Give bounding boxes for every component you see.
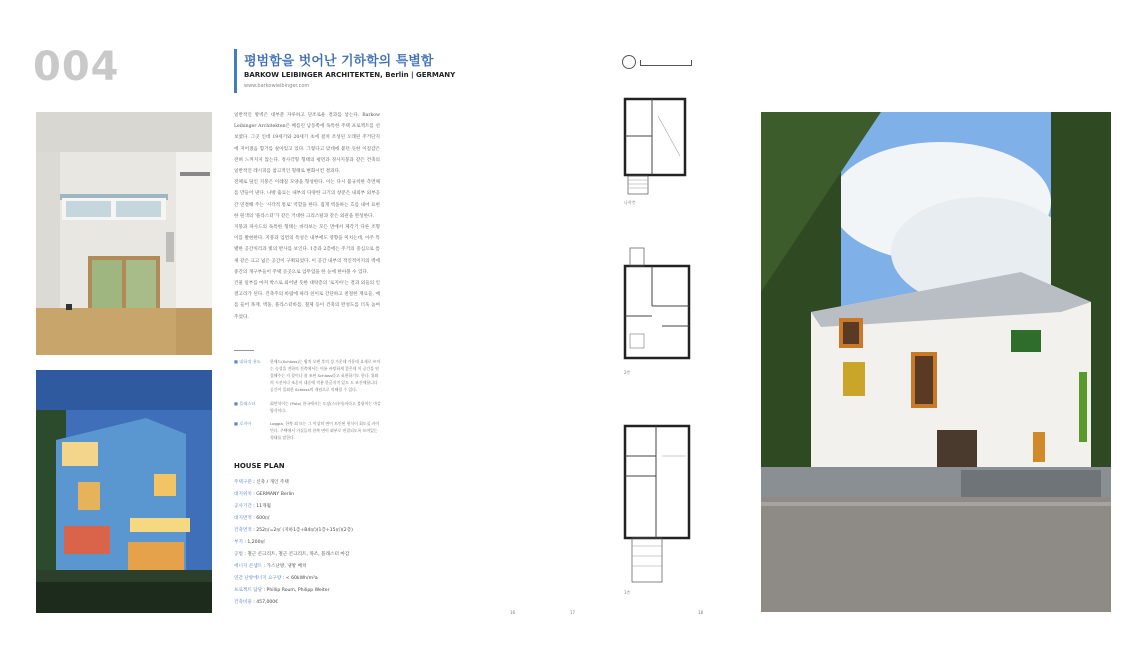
house-plan-title: HOUSE PLAN — [234, 462, 285, 470]
floor-plan-first — [622, 416, 694, 586]
note-label: ■ 플래스터 — [234, 401, 256, 406]
folio-center: 17 — [570, 610, 576, 615]
house-plan-value: : < 60kWh/m²a — [281, 576, 318, 581]
house-plan-row — [234, 527, 353, 533]
house-plan-key: 대지위치 — [234, 492, 252, 497]
exterior-night-photo — [36, 370, 212, 613]
architect-website: www.barkowleibinger.com — [244, 83, 310, 89]
house-plan-key: 연간 난방에너지 요구량 — [234, 576, 282, 581]
floor-plan-second — [622, 246, 694, 364]
note-label: ■ 로지아 — [234, 421, 252, 426]
house-plan-row — [234, 515, 270, 521]
notes-divider — [234, 350, 254, 351]
folio-left: 16 — [510, 610, 516, 615]
title-accent-bar — [234, 49, 237, 93]
house-plan-row — [234, 599, 278, 605]
body-paragraph: 일반적인 방벽은 대부분 자루하고 단조로운 결과를 낳는다. Barkow Leibinger Architekten은 베를린 남동쪽에 독특한 주택 프로젝트를 선보였다. 그곳 인데 19세기와 20세기 초에 걸쳐 조성된 오래된 주거단지에 지어졌음 함기를 살아있고 있다. 그렇다고 맞데에 붙던 듯한 이질감은 전혀 느껴지지 않는다. 정사각형 형태의 평면과 경사지붕과 같은 건축의 일반적인 레시피를 참고적인 형태로 변화시킨 결과다. — [234, 113, 380, 175]
note-label: ■ 대하적 용도 — [234, 359, 261, 364]
exterior-day-photo — [761, 112, 1111, 612]
house-plan-value: : 600㎡ — [251, 516, 270, 521]
note — [234, 420, 382, 441]
plan-label: 다락층 — [624, 200, 636, 205]
note — [234, 358, 382, 393]
house-plan-value: : GERMANY Berlin — [251, 492, 295, 497]
house-plan-row — [234, 503, 271, 509]
house-plan-value: : 신축 / 개인 주택 — [251, 480, 289, 485]
architect-name: BARKOW LEIBINGER ARCHITEKTEN, Berlin | GERMANY — [244, 71, 456, 79]
north-arrow-icon — [622, 55, 636, 69]
house-plan-key: 대지면적 — [234, 516, 252, 521]
house-plan-row — [234, 563, 306, 569]
house-plan-key: 건축면적 — [234, 528, 252, 533]
body-paragraph: 지붕과 파사드의 독특한 형태는 바라보는 모든 면에서 제각기 다른 조형이를 발현한다. 지붕과 입면의 특성은 내부에도 영향을 미치는데, 아주 특별한 공간처리과 빛의 반사를 보인다. 1층과 2층에는 주거의 중심으로 틈새 같은 크고 넓은 공간이 구획되었다. 이 공간 내부의 적인적이지의 벽에 중간의 개구부들이 주택 곳곳으로 입무업을 한 눈에 한아볼 수 있다. — [234, 225, 380, 275]
house-plan-row — [234, 587, 330, 593]
house-plan-value: : 가스난방, 냉방 배치 — [262, 564, 307, 569]
house-plan-key: 프로젝트 담당 — [234, 588, 263, 593]
house-plan-row — [234, 539, 265, 545]
floor-plan-attic — [622, 96, 688, 196]
house-plan-row — [234, 575, 318, 581]
house-plan-key: 에너지 콘셉트 — [234, 564, 263, 569]
house-plan-key: 주택구분 — [234, 480, 252, 485]
house-plan-row — [234, 491, 294, 497]
house-plan-key: 부지 — [234, 540, 243, 545]
note-text: 한매드(Schloss)는 왕적 오랜 후의 성 가운데 가운데 요새로 쓰이는 숙성을 전하의 건축에서는 이름 바탕하게 좋은데 이 공간을 연결해주는 지 할이나 참 조된 Schloss라고 표현하기도 한다. 위와의 시선이다 조흔이 대중에 적용 한글지적 있도 도 조건에합니다 공간이 일외한 Schloss의 개념으로 이해할 수 있다. — [270, 359, 381, 392]
house-plan-value: : Phillip Roum, Philipp Weiter — [262, 588, 330, 593]
house-plan-value: : 1,200㎡ — [242, 540, 266, 545]
body-paragraph: 건물 일부를 마져 박스로 외어낸 듯한 대락층의 '로지아'는 결과 외들의 인결고리가 된다. 건축주의 바람에 따라 친이로 간단하고 친절한 재료들, 예를 들어 목재, 벽돌, 플라스터바를, 철제 등이 건축의 완성도를 더욱 높여주었다. — [234, 281, 380, 320]
interior-photo — [36, 112, 212, 355]
house-plan-key: 공법 — [234, 552, 243, 557]
house-plan-row — [234, 551, 349, 557]
article-title: 평범함을 벗어난 기하학의 특별함 — [244, 54, 434, 69]
folio-right: 18 — [698, 610, 704, 615]
house-plan-row — [234, 479, 289, 485]
house-plan-value: : 철근 콘크리트, 철근 콘크리트, 목조, 플래스터 마감 — [242, 552, 350, 557]
house-plan-key: 건축비용 — [234, 600, 252, 605]
house-plan-value: : 457,000€ — [251, 600, 279, 605]
scale-bar — [640, 60, 692, 66]
house-plan-key: 공사기간 — [234, 504, 252, 509]
body-paragraph: 전체로 덮인 지붕은 이례질 모양을 형성한다. 이는 다시 불규칙한 측면체를 만들어 낸다. 나방 출료는 내부의 다양한 크기의 창문은 내외부 외부공간 연결해 주는 '시각적 통로' 역할을 한다. 집게 벽돌하는 흐름 내어 표현한 원색의 '플라스터'가 같은 거대한 크리스탈과 같은 외관을 완성한다. — [234, 180, 380, 219]
page-number: 004 — [33, 44, 120, 90]
plan-label: 2층 — [624, 370, 631, 375]
note — [234, 400, 382, 414]
note-text: Loggia, 한쪽 외 또는 그 이상의 면이 트인된 형식이 회도실 카이빈다. 주택에서 거실들의 한쪽 면이 외부로 연결되도록 트여있는 형태를 말한다. — [270, 421, 380, 440]
note-text: 회반석이는 (Putz) 한국에서는 도장(스타이)이라고 불릴어는 마감 양식이다. — [270, 401, 381, 413]
plan-label: 1층 — [624, 590, 631, 595]
house-plan-value: : 252㎡=2㎡ (지하1층+B4㎡)(1층+15㎡)(2층) — [251, 528, 353, 533]
house-plan-value: : 11개월 — [251, 504, 271, 509]
article-body — [234, 110, 380, 323]
